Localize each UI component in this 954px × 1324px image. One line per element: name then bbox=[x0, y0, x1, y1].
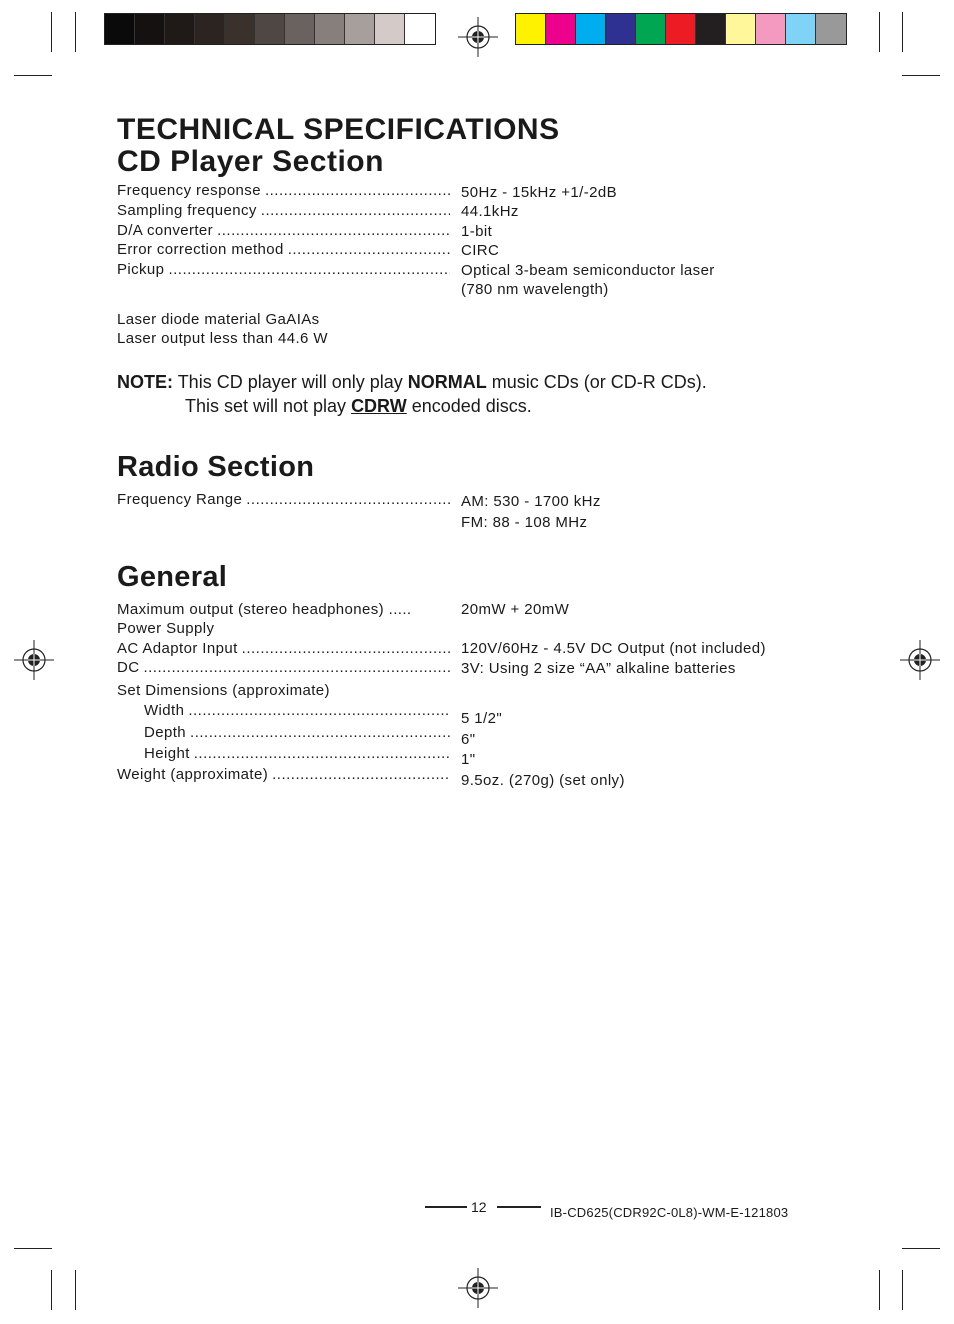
color-swatch bbox=[225, 14, 255, 44]
spec-label: Sampling frequency ..... bbox=[117, 202, 450, 220]
spec-label: Frequency response ..... bbox=[117, 182, 450, 200]
footer-rule-right bbox=[497, 1206, 541, 1208]
grayscale-color-bar bbox=[104, 13, 436, 45]
color-swatch bbox=[696, 14, 726, 44]
spec-label: AC Adaptor Input ..... bbox=[117, 640, 450, 658]
spec-value: 6" bbox=[461, 731, 476, 748]
note-emphasis-underlined: CDRW bbox=[351, 396, 407, 416]
spec-label: D/A converter ..... bbox=[117, 222, 450, 240]
spec-value: 120V/60Hz - 4.5V DC Output (not included) bbox=[461, 640, 766, 657]
note-emphasis: NORMAL bbox=[407, 372, 487, 392]
general-section-title: General bbox=[117, 561, 228, 593]
color-swatch bbox=[165, 14, 195, 44]
color-swatch bbox=[195, 14, 225, 44]
registration-mark-icon bbox=[458, 1268, 498, 1308]
spec-label: Frequency Range ..... bbox=[117, 491, 450, 509]
color-swatch bbox=[576, 14, 606, 44]
spec-label: Pickup ..... bbox=[117, 261, 450, 279]
color-swatch bbox=[405, 14, 435, 44]
spec-label: Error correction method ..... bbox=[117, 241, 450, 259]
spec-value: 20mW + 20mW bbox=[461, 601, 570, 618]
spec-value: FM: 88 - 108 MHz bbox=[461, 514, 588, 531]
spec-label: Weight (approximate) ..... bbox=[117, 766, 450, 784]
spec-value: 9.5oz. (270g) (set only) bbox=[461, 772, 625, 789]
color-swatch bbox=[666, 14, 696, 44]
spec-value: 1" bbox=[461, 751, 476, 768]
note-text: music CDs (or CD-R CDs). bbox=[486, 372, 707, 392]
spec-value: 1-bit bbox=[461, 223, 493, 240]
spec-value: 5 1/2" bbox=[461, 710, 503, 727]
spec-value-continued: (780 nm wavelength) bbox=[461, 281, 609, 298]
spec-group-label: Power Supply bbox=[117, 620, 215, 637]
title-line-1: TECHNICAL SPECIFICATIONS bbox=[117, 113, 560, 146]
spec-label: Maximum output (stereo headphones) ..... bbox=[117, 601, 412, 618]
color-swatch bbox=[636, 14, 666, 44]
spec-group-label: Set Dimensions (approximate) bbox=[117, 682, 330, 699]
spec-value: AM: 530 - 1700 kHz bbox=[461, 493, 601, 510]
color-swatch bbox=[345, 14, 375, 44]
color-swatch bbox=[726, 14, 756, 44]
radio-section-title: Radio Section bbox=[117, 451, 315, 483]
spec-label: Width ..... bbox=[144, 702, 450, 720]
color-swatch bbox=[816, 14, 846, 44]
note-text: encoded discs. bbox=[406, 396, 532, 416]
note-label: NOTE: bbox=[117, 372, 173, 392]
process-color-bar bbox=[515, 13, 847, 45]
laser-info-line: Laser output less than 44.6 W bbox=[117, 330, 328, 347]
spec-label: Depth ..... bbox=[144, 724, 450, 742]
registration-mark-icon bbox=[900, 640, 940, 680]
color-swatch bbox=[255, 14, 285, 44]
spec-value: CIRC bbox=[461, 242, 500, 259]
footer-rule-left bbox=[425, 1206, 467, 1208]
color-swatch bbox=[105, 14, 135, 44]
spec-label: DC ..... bbox=[117, 659, 450, 677]
page-title bbox=[117, 114, 560, 178]
color-swatch bbox=[315, 14, 345, 44]
color-swatch bbox=[786, 14, 816, 44]
spec-value: 44.1kHz bbox=[461, 203, 519, 220]
laser-info-line: Laser diode material GaAIAs bbox=[117, 311, 320, 328]
page-number: 12 bbox=[471, 1199, 487, 1215]
spec-value: Optical 3-beam semiconductor laser bbox=[461, 262, 715, 279]
color-swatch bbox=[756, 14, 786, 44]
document-id: IB-CD625(CDR92C-0L8)-WM-E-121803 bbox=[550, 1205, 789, 1220]
spec-value: 3V: Using 2 size “AA” alkaline batteries bbox=[461, 660, 736, 677]
color-swatch bbox=[606, 14, 636, 44]
spec-value: 50Hz - 15kHz +1/-2dB bbox=[461, 184, 617, 201]
registration-mark-icon bbox=[458, 17, 498, 57]
title-line-2: CD Player Section bbox=[117, 145, 384, 178]
color-swatch bbox=[135, 14, 165, 44]
registration-mark-icon bbox=[14, 640, 54, 680]
color-swatch bbox=[546, 14, 576, 44]
color-swatch bbox=[285, 14, 315, 44]
note-text: This CD player will only play bbox=[177, 372, 408, 392]
color-swatch bbox=[516, 14, 546, 44]
color-swatch bbox=[375, 14, 405, 44]
note-box bbox=[117, 370, 837, 418]
note-text: This set will not play bbox=[185, 396, 352, 416]
spec-label: Height ..... bbox=[144, 745, 450, 763]
